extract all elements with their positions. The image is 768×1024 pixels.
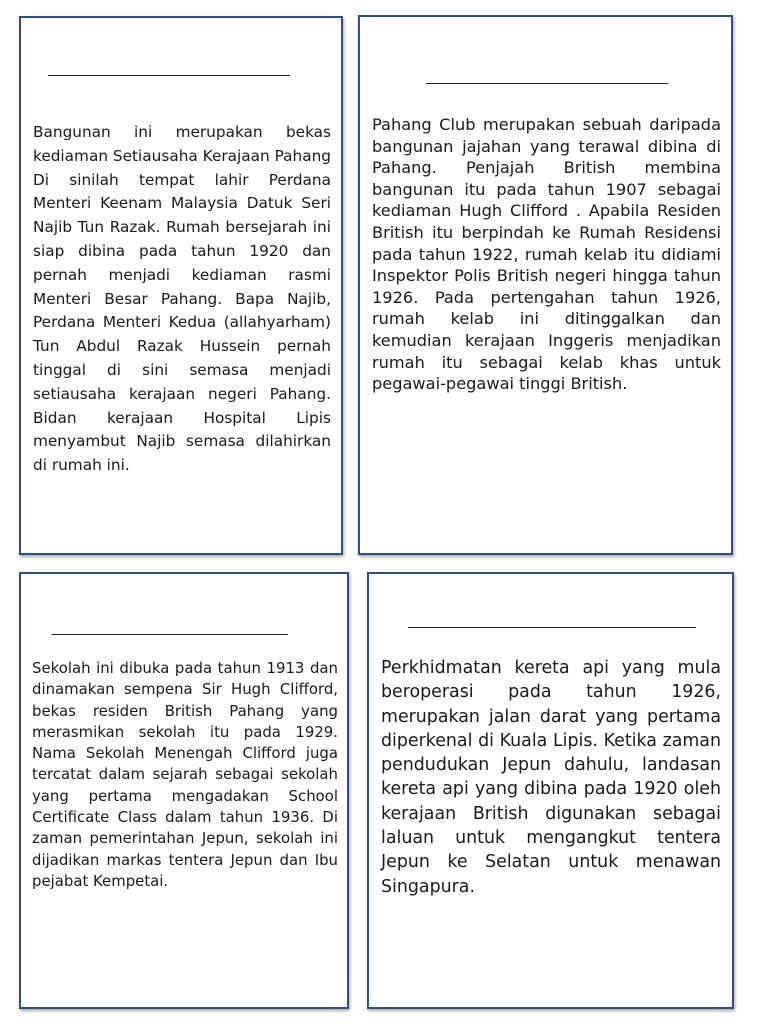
title-blank-line [52,634,288,635]
info-card-4 [367,572,734,1009]
info-card-1 [19,16,343,555]
card-description: Pahang Club merupakan sebuah daripada bangunan jajahan yang terawal dibina di Pahang. Penjajah British membina bangunan itu pada tahun 1907 sebagai kediaman Hugh Clifford . Apabila Residen British itu berpindah ke Rumah Residensi pada tahun 1922, rumah kelab itu didiami Inspektor Polis British negeri hingga tahun 1926. Pada pertengahan tahun 1926, rumah kelab ini ditinggalkan dan kemudian kerajaan Inggeris menjadikan rumah itu sebagai kelab khas untuk pegawai-pegawai tinggi British. [372,115,721,394]
info-card-2 [358,15,733,555]
card-description: Bangunan ini merupakan bekas kediaman Setiausaha Kerajaan Pahang Di sinilah tempat lahir Perdana Menteri Keenam Malaysia Datuk Seri Najib Tun Razak. Rumah bersejarah ini siap dibina pada tahun 1920 dan pernah menjadi kediaman rasmi Menteri Besar Pahang. Bapa Najib, Perdana Menteri Kedua (allahyarham) Tun Abdul Razak Hussein pernah tinggal di sini semasa menjadi setiausaha kerajaan negeri Pahang. Bidan kerajaan Hospital Lipis menyambut Najib semasa dilahirkan di rumah ini. [33,123,331,475]
card-description: Perkhidmatan kereta api yang mula beroperasi pada tahun 1926, merupakan jalan darat yang pertama diperkenal di Kuala Lipis. Ketika zaman pendudukan Jepun dahulu, landasan kereta api yang dibina pada 1920 oleh kerajaan British digunakan sebagai laluan untuk mengangkut tentera Jepun ke Selatan untuk menawan Singapura. [381,658,721,897]
info-card-3 [19,572,349,1009]
card-description: Sekolah ini dibuka pada tahun 1913 dan dinamakan sempena Sir Hugh Clifford, bekas residen British Pahang yang merasmikan sekolah itu pada 1929. Nama Sekolah Menengah Clifford juga tercatat dalam sejarah sebagai sekolah yang pertama mengadakan School Certificate Class dalam tahun 1936. Di zaman pemerintahan Jepun, sekolah ini dijadikan markas tentera Jepun dan Ibu pejabat Kempetai. [32,659,338,890]
title-blank-line [48,75,290,76]
title-blank-line [408,627,696,628]
title-blank-line [426,83,668,84]
